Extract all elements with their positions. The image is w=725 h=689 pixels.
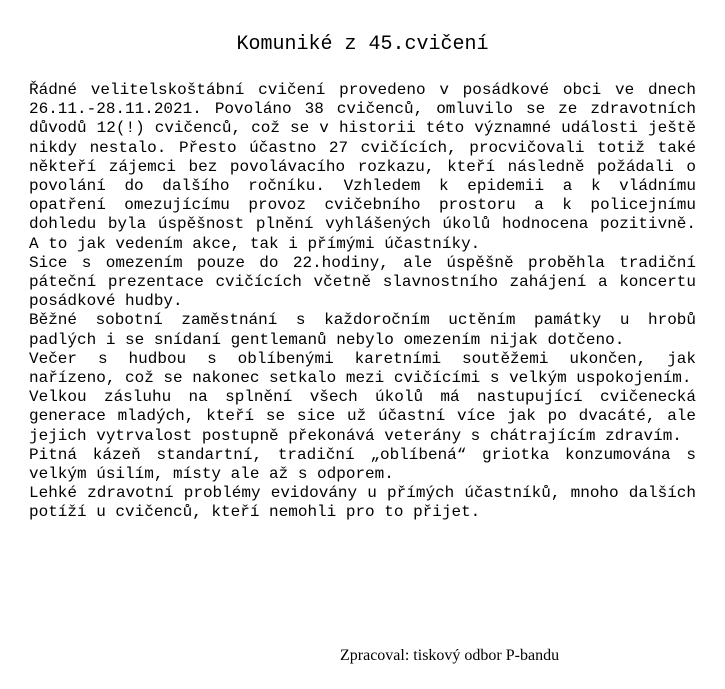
- paragraph-6: Pitná kázeň standartní, tradiční „oblíbená“ griotka konzumována s velkým úsilím, místy ale až s odporem.: [29, 445, 696, 484]
- paragraph-4: Večer s hudbou s oblíbenými karetními soutěžemi ukončen, jak nařízeno, což se nakonec setkalo mezi cvičícími s velkým uspokojením.: [29, 349, 696, 388]
- paragraph-7: Lehké zdravotní problémy evidovány u přímých účastníků, mnoho dalších potíží u cvičenců, kteří nemohli pro to přijet.: [29, 484, 696, 522]
- document-body: [29, 81, 696, 523]
- paragraph-5: Velkou zásluhu na splnění všech úkolů má nastupující cvičenecká generace mladých, kteří se sice už účastní více jak po dvacáté, ale jejich vytrvalost postupně překonává veterány s chátrajícím zdravím.: [29, 388, 696, 445]
- paragraph-3: Běžné sobotní zaměstnání s každoročním uctěním památky u hrobů padlých i se snídaní gentlemanů nebylo omezením nijak dotčeno.: [29, 311, 696, 349]
- signature: Zpracoval: tiskový odbor P-bandu: [340, 647, 560, 664]
- paragraph-1: Řádné velitelskoštábní cvičení provedeno v posádkové obci ve dnech 26.11.-28.11.2021. Povoláno 38 cvičenců, omluvilo se ze zdravotních důvodů 12(!) cvičenců, což se v historii této významné události ještě nikdy nestalo. Přesto účastno 27 cvičících, procvičovali totiž také někteří zájemci bez povolávacího rozkazu, kteří následně požádali o povolání do dalšího ročníku. Vzhledem k epidemii a k vládnímu opatření omezujícímu provoz cvičebního prostoru a k policejnímu dohledu byla úspěšnost plnění vyhlášených úkolů hodnocena pozitivně. A to jak vedením akce, tak i přímými účastníky.: [29, 81, 696, 253]
- paragraph-2: Sice s omezením pouze do 22.hodiny, ale úspěšně proběhla tradiční páteční prezentace cvičících včetně slavnostního zahájení a koncertu posádkové hudby.: [29, 253, 696, 311]
- document-title: Komuniké z 45.cvičení: [236, 33, 489, 56]
